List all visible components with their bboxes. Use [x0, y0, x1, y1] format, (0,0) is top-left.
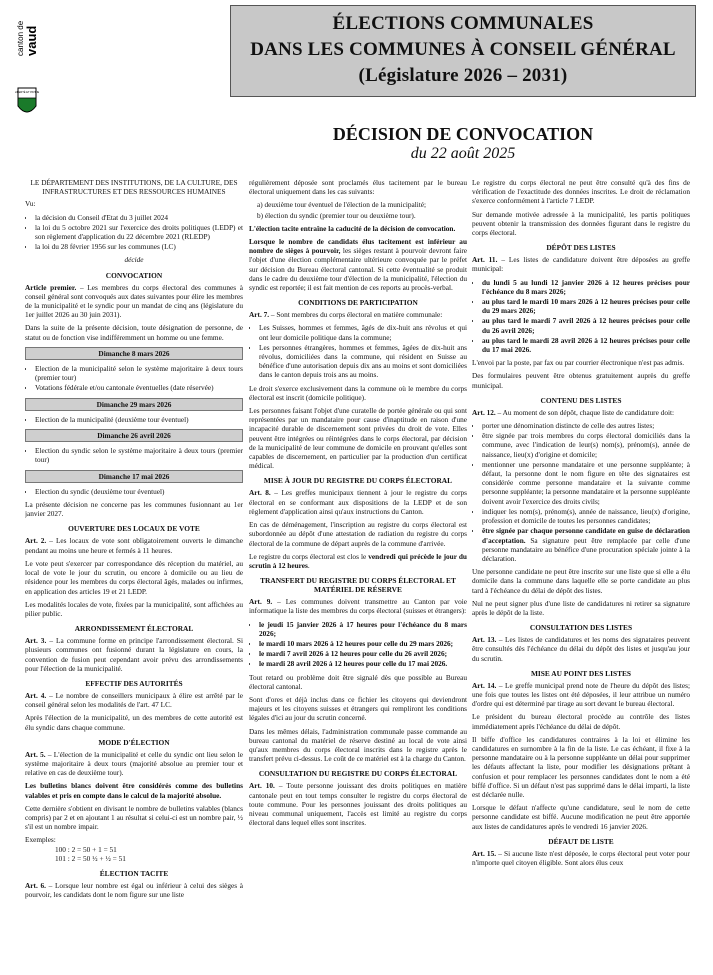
- list-item: • au plus tard le mardi 7 avril 2026 à 12 heures précises pour celle du 26 avril 2026;: [482, 316, 690, 334]
- content-list: [472, 421, 690, 563]
- paragraph: Sur demande motivée adressée à la municipalité, les partis politiques peuvent obtenir la transmission des données figurant dans le registre du corps électoral.: [472, 209, 690, 238]
- vu-label: Vu:: [25, 199, 36, 209]
- article-number: Art. 11.: [472, 255, 498, 265]
- section-heading: MODE D'ÉLECTION: [98, 737, 170, 747]
- article-number: Art. 5.: [25, 749, 46, 759]
- vu-list: [25, 213, 243, 252]
- article-number: Art. 8.: [249, 488, 271, 498]
- paragraph: Il biffe d'office les candidatures contraires à la loi et élimine les candidatures en surnombre à la fin de la liste. Le cas échéant, il fixe à la personne mandataire ou à la personne suppléante un délai pour supprimer les défauts affectant la liste, pour modifier les désignations prêtant à confusion et pour remplacer les personnes candidates dont le nom a été biffé d'office. Si un défaut n'est pas supprimé dans le délai imparti, la liste est déclarée nulle.: [472, 734, 690, 799]
- column-1: [25, 178, 243, 974]
- list-item: • Votations fédérale et/ou cantonale éventuelles (date réservée): [35, 383, 243, 392]
- list-item: • la loi du 5 octobre 2021 sur l'exercice des droits politiques (LEDP) et son règlement d'application du 22 décembre 2021 (RLEDP): [35, 223, 243, 241]
- example-2: 101 : 2 = 50 ½ + ½ = 51: [55, 853, 126, 863]
- article-5: Art. 5. – L'élection de la municipalité et celle du syndic ont lieu selon le système majoritaire à deux tours (majorité absolue au premier tour et relative en cas de deuxième tour).: [25, 749, 243, 778]
- paragraph: Le droit s'exerce exclusivement dans la commune où le membre du corps électoral est inscrit (domicile politique).: [249, 383, 467, 402]
- list-item: • être signée par chaque personne candidate en guise de déclaration d'acceptation. Sa signature peut être remplacée par celle d'une personne mandataire au bénéfice d'une procuration spéciale jointe à la déclaration.: [482, 526, 690, 563]
- section-heading: CONVOCATION: [105, 270, 163, 280]
- list-item: • au plus tard le mardi 28 avril 2026 à 12 heures précises pour celle du 17 mai 2026.: [482, 336, 690, 354]
- header-line-2: DANS LES COMMUNES À CONSEIL GÉNÉRAL: [250, 39, 676, 60]
- list-item: • indiquer les nom(s), prénom(s), année de naissance, lieu(x) d'origine, profession et domicile de toutes les personnes candidates;: [482, 507, 690, 525]
- date-list: [25, 415, 243, 424]
- column-2: [249, 178, 467, 974]
- vaud-coat-of-arms-icon: [15, 10, 39, 120]
- paragraph: Lorsque le défaut n'affecte qu'une candidature, seul le nom de cette personne candidate est biffé. Aucune modification ne peut être apportée aux listes de candidatures après le vendredi 16 janvier 2026.: [472, 803, 690, 831]
- conditions-list: [249, 323, 467, 379]
- paragraph: Après l'élection de la municipalité, un des membres de cette autorité est élu syndic dans chaque commune.: [25, 713, 243, 732]
- list-item: a) deuxième tour éventuel de l'élection de la municipalité;: [257, 200, 427, 210]
- article-10: Art. 10. – Toute personne jouissant des droits politiques en matière cantonale peut en tout temps consulter le registre du corps électoral de toute commune. Pour les personnes jouissant des droits politiques au niveau communal uniquement, l'accès est limité au registre du corps électoral dans lequel elles sont inscrites.: [249, 781, 467, 828]
- article-number: Art. 2.: [25, 536, 47, 546]
- paragraph: En cas de déménagement, l'inscription au registre du corps électoral est subordonnée au dépôt d'une attestation de radiation du registre du corps électoral de la commune de départ auprès de la commune d'arrivée.: [249, 520, 467, 548]
- paragraph: Le registre du corps électoral ne peut être consulté qu'à des fins de vérification de l'exactitude des données inscrites. Le droit de réclamation s'exerce conformément à l'article 7 LEDP.: [472, 178, 690, 206]
- article-number: Art. 15.: [472, 848, 497, 858]
- article-7: Art. 7. – Sont membres du corps électoral en matière communale:: [249, 310, 443, 320]
- section-heading: DÉPÔT DES LISTES: [546, 243, 616, 253]
- date-list: [25, 364, 243, 393]
- list-item: • porter une dénomination distincte de celle des autres listes;: [482, 421, 690, 430]
- deposit-dates-list: [472, 278, 690, 355]
- paragraph: Une personne candidate ne peut être inscrite sur une liste que si elle a élu domicile dans la commune dans laquelle elle se porte candidate au plus tard à l'échéance du délai de dépôt des listes.: [472, 567, 690, 595]
- list-item: • au plus tard le mardi 10 mars 2026 à 12 heures précises pour celle du 29 mars 2026;: [482, 297, 690, 315]
- section-heading: EFFECTIF DES AUTORITÉS: [85, 678, 183, 688]
- list-item: • du lundi 5 au lundi 12 janvier 2026 à 12 heures précises pour l'échéance du 8 mars 2026;: [482, 278, 690, 296]
- article-number: Art. 7.: [249, 310, 270, 320]
- article-13: Art. 13. – Les listes de candidatures et les noms des signataires peuvent être consultés dès l'échéance du délai du dépôt des listes et jusqu'au jour du scrutin.: [472, 635, 690, 663]
- list-item: • le mardi 7 avril 2026 à 12 heures pour celle du 26 avril 2026;: [259, 649, 467, 658]
- svg-text:canton de: canton de: [16, 20, 25, 56]
- article-8: Art. 8. – Les greffes municipaux tiennent à jour le registre du corps électoral en se conformant aux dispositions de la LEDP et de son règlement d'application ainsi qu'aux instructions du Canton.: [249, 488, 467, 516]
- section-heading: CONSULTATION DU REGISTRE DU CORPS ÉLECTORAL: [258, 769, 458, 779]
- paragraph: Les personnes faisant l'objet d'une curatelle de portée générale ou qui sont représentées par un mandataire pour cause d'inaptitude en raison d'une incapacité durable de discernement sont privées du droit de vote. Elles peuvent être intégrées ou réintégrées dans le corps électoral, par décision de la municipalité de leur commune de domicile en prouvant qu'elles sont capables de discernement, en particulier par la production d'un certificat médical.: [249, 406, 467, 471]
- section-heading: CONTENU DES LISTES: [540, 395, 622, 405]
- section-heading: MISE À JOUR DU REGISTRE DU CORPS ÉLECTORAL: [263, 476, 453, 486]
- date-list: [25, 487, 243, 496]
- paragraph: Des formulaires peuvent être obtenus gratuitement auprès du greffe municipal.: [472, 371, 690, 390]
- article-number: Art. 12.: [472, 407, 496, 417]
- paragraph: Le président du bureau électoral procède au contrôle des listes immédiatement après l'échéance du délai de dépôt.: [472, 712, 690, 731]
- date-bar: Dimanche 29 mars 2026: [25, 398, 243, 411]
- examples-label: Exemples:: [25, 835, 56, 845]
- decide-label: décide: [124, 255, 144, 265]
- article-9: Art. 9. – Les communes doivent transmettre au Canton par voie informatique la liste des membres du corps électoral (suisses et étrangers):: [249, 597, 467, 616]
- paragraph: régulièrement déposée sont proclamés élus tacitement par le bureau électoral uniquement dans les cas suivants:: [249, 178, 467, 197]
- date-list: [25, 446, 243, 464]
- paragraph: Cette dernière s'obtient en divisant le nombre de bulletins valables (blancs compris) par 2 et en ajoutant 1 au résultat si celui-ci est un nombre pair, ½ s'il est un nombre impair.: [25, 803, 243, 832]
- list-item: • Election de la municipalité (deuxième tour éventuel): [35, 415, 243, 424]
- paragraph: Sont d'ores et déjà inclus dans ce fichier les citoyens qui deviendront majeurs et les citoyens suisses et étrangers qui rempliront les conditions légales d'ici au jour du scrutin concerné.: [249, 694, 467, 723]
- list-item: • le jeudi 15 janvier 2026 à 17 heures pour l'échéance du 8 mars 2026;: [259, 620, 467, 638]
- paragraph: Le vote peut s'exercer par correspondance dès réception du matériel, au local de vote le jour du scrutin, ou encore à domicile ou au lieu de résidence pour les membres du corps électoral âgés, malades ou infirmes, en application des articles 19 et 21 LEDP.: [25, 558, 243, 596]
- list-item: • Election du syndic selon le système majoritaire à deux tours (premier tour): [35, 446, 243, 464]
- paragraph: Dans les mêmes délais, l'administration communale passe commande au bureau cantonal du matériel de réserve destiné au local de vote ainsi qu'aux membres du corps électoral inscrits dans le registre après le transfert prévu ci-dessus. Le coût de ce matériel est à la charge du Canton.: [249, 726, 467, 764]
- article-4: Art. 4. – Le nombre de conseillers municipaux à élire est arrêté par le conseil général selon les modalités de l'art. 47 LC.: [25, 690, 243, 710]
- article-number: Art. 6.: [25, 880, 46, 890]
- list-item: • le mardi 10 mars 2026 à 12 heures pour celle du 29 mars 2026;: [259, 639, 467, 648]
- list-item: • Election de la municipalité selon le système majoritaire à deux tours (premier tour): [35, 364, 243, 382]
- column-3: [472, 178, 690, 974]
- list-item: • la décision du Conseil d'Etat du 3 juillet 2024: [35, 213, 243, 222]
- header-line-1: ÉLECTIONS COMMUNALES: [332, 13, 594, 34]
- article-number: Art. 3.: [25, 636, 47, 646]
- article-number: Article premier.: [25, 282, 77, 292]
- svg-text:vaud: vaud: [24, 25, 39, 56]
- article-11: Art. 11. – Les listes de candidature doivent être déposées au greffe municipal:: [472, 255, 690, 274]
- example-1: 100 : 2 = 50 + 1 = 51: [55, 844, 117, 854]
- list-item: • Election du syndic (deuxième tour éventuel): [35, 487, 243, 496]
- section-heading: DÉFAUT DE LISTE: [548, 836, 614, 846]
- paragraph: Nul ne peut signer plus d'une liste de candidatures ni retirer sa signature après le dépôt de la liste.: [472, 598, 690, 617]
- article-12: Art. 12. – Au moment de son dépôt, chaque liste de candidature doit:: [472, 407, 675, 417]
- article-number: Art. 13.: [472, 635, 497, 645]
- section-heading: ARRONDISSEMENT ÉLECTORAL: [74, 624, 194, 634]
- header-line-3: (Législature 2026 – 2031): [358, 65, 568, 86]
- article-3: Art. 3. – La commune forme en principe l'arrondissement électoral. Si plusieurs communes ont fusionné durant la législature en cours, la convention de fusion peut cependant avoir prévu des arrondissements pour l'élection de la municipalité.: [25, 636, 243, 673]
- header-title-box: [230, 5, 696, 97]
- paragraph: Dans la suite de la présente décision, toute désignation de personne, de statut ou de fonction vise indifféremment un homme ou une femme.: [25, 323, 243, 342]
- paragraph: Lorsque le nombre de candidats élus tacitement est inférieur au nombre de sièges à pourvoir, les sièges restant à pourvoir devront faire l'objet d'une élection complémentaire ultérieure convoquée par le préfet sur décision du Bureau électoral cantonal. Si cette éventualité se produit dans le cadre du deuxième tour d'élection de la municipalité, l'élection du syndic est reportée; il est fait mention de ces reports au procès-verbal.: [249, 237, 467, 293]
- decision-heading: [230, 124, 696, 163]
- section-heading: CONSULTATION DES LISTES: [529, 623, 633, 633]
- article-15: Art. 15. – Si aucune liste n'est déposée, le corps électoral peut voter pour n'importe quel citoyen éligible. Sont alors élus ceux: [472, 848, 690, 867]
- list-item: • la loi du 28 février 1956 sur les communes (LC): [35, 242, 243, 251]
- paragraph: Le registre du corps électoral est clos le vendredi qui précède le jour du scrutin à 12 heures.: [249, 551, 467, 570]
- transfer-dates-list: [249, 620, 467, 669]
- paragraph: La présente décision ne concerne pas les communes fusionnant au 1er janvier 2027.: [25, 500, 243, 519]
- list-item: b) élection du syndic (premier tour ou deuxième tour).: [257, 210, 416, 220]
- decision-date: du 22 août 2025: [410, 145, 516, 162]
- list-item: • Les Suisses, hommes et femmes, âgés de dix-huit ans révolus et qui ont leur domicile politique dans la commune;: [259, 323, 467, 341]
- department-name: LE DÉPARTEMENT DES INSTITUTIONS, DE LA CULTURE, DES INFRASTRUCTURES ET DES RESSOURCES HUMAINES: [30, 178, 238, 197]
- section-heading: ÉLECTION TACITE: [99, 868, 169, 878]
- paragraph: Tout retard ou problème doit être signalé dès que possible au Bureau électoral cantonal.: [249, 672, 467, 691]
- article-2: Art. 2. – Les locaux de vote sont obligatoirement ouverts le dimanche pendant au moins une heure et fermés à 11 heures.: [25, 536, 243, 555]
- list-item: • être signée par trois membres du corps électoral domiciliés dans la commune, avec l'indication de leur(s) nom(s), prénom(s), année de naissance, lieu(x) d'origine et domicile;: [482, 431, 690, 459]
- article-6: Art. 6. – Lorsque leur nombre est égal ou inférieur à celui des sièges à pourvoir, les candidats dont le nom figure sur une liste: [25, 880, 243, 900]
- section-heading: MISE AU POINT DES LISTES: [530, 668, 632, 678]
- canton-vaud-logo: [15, 10, 39, 120]
- date-bar: Dimanche 26 avril 2026: [25, 429, 243, 442]
- list-item: • mentionner une personne mandataire et une personne suppléante; à défaut, la personne dont le nom figure en tête des signataires est considérée comme personne mandataire et la suivante comme personne suppléante; la personne mandataire et la personne suppléante doivent avoir l'exercice des droits civils;: [482, 460, 690, 506]
- article-1: Article premier. – Les membres du corps électoral des communes à conseil général sont convoqués aux dates suivantes pour élire les membres de la municipalité et le syndic pour un mandat de cinq ans (législature du 1er juillet 2026 au 30 juin 2031).: [25, 282, 243, 320]
- list-item: • Les personnes étrangères, hommes et femmes, âgées de dix-huit ans révolus, domiciliées dans la commune, qui résident en Suisse au bénéfice d'une autorisation depuis dix ans au moins et sont domiciliées dans le canton depuis trois ans au moins.: [259, 343, 467, 380]
- svg-text:LIBERTÉ ET PATRIE: LIBERTÉ ET PATRIE: [15, 91, 39, 94]
- date-bar: Dimanche 17 mai 2026: [25, 470, 243, 483]
- article-number: Art. 4.: [25, 690, 47, 700]
- section-heading: OUVERTURE DES LOCAUX DE VOTE: [68, 524, 200, 534]
- list-item: • le mardi 28 avril 2026 à 12 heures pour celle du 17 mai 2026.: [259, 659, 467, 668]
- article-number: Art. 10.: [249, 781, 275, 791]
- paragraph: Les modalités locales de vote, fixées par la municipalité, sont affichées au pilier public.: [25, 599, 243, 618]
- article-14: Art. 14. – Le greffe municipal prend note de l'heure du dépôt des listes; une fois que toutes les listes ont été déposées, il leur attribue un numéro d'ordre qui est déterminé par tirage au sort devant le bureau électoral.: [472, 680, 690, 709]
- paragraph-bold: Les bulletins blancs doivent être considérés comme des bulletins valables et pris en compte dans le calcul de la majorité absolue.: [25, 781, 243, 800]
- section-heading: TRANSFERT DU REGISTRE DU CORPS ÉLECTORAL ET MATÉRIEL DE RÉSERVE: [260, 576, 456, 595]
- section-heading: CONDITIONS DE PARTICIPATION: [298, 298, 418, 308]
- decision-title: DÉCISION DE CONVOCATION: [332, 124, 594, 144]
- date-bar: Dimanche 8 mars 2026: [25, 347, 243, 360]
- paragraph-bold: L'élection tacite entraîne la caducité de la décision de convocation.: [249, 223, 456, 233]
- article-number: Art. 9.: [249, 597, 273, 607]
- paragraph: L'envoi par la poste, par fax ou par courrier électronique n'est pas admis.: [472, 358, 685, 368]
- article-number: Art. 14.: [472, 680, 497, 690]
